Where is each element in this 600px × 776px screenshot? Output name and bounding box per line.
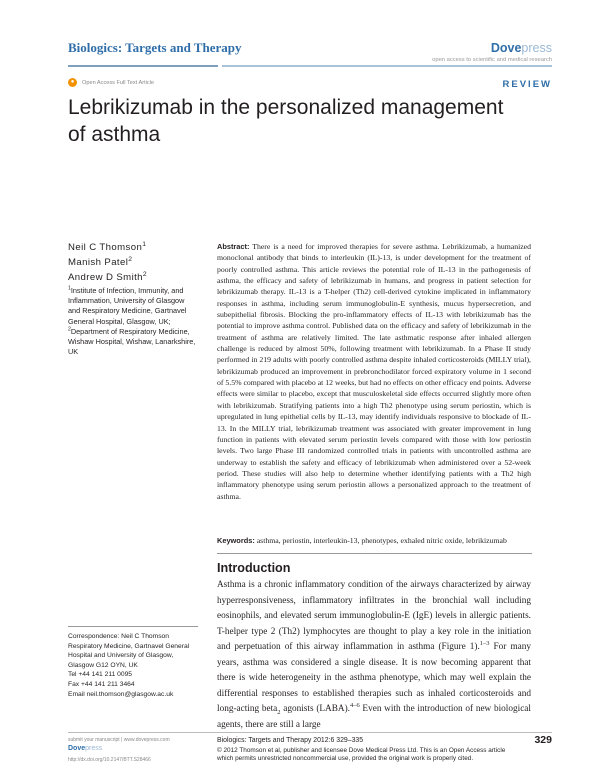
header-rule-left xyxy=(68,65,218,67)
intro-rule xyxy=(217,553,532,554)
abstract-text: There is a need for improved therapies for severe asthma. Lebrikizumab, a humanized monoclonal antibody that binds to interleukin (IL)-13, is under development for the treatment of poorly controlled asthma. This article reviews the potential role of IL-13 in the pathogenesis of asthma, the efficacy and safety of lebrikizumab in humans, and progress in patient selection for lebrikizumab therapy. IL-13 is a T-helper (Th2) cell-derived cytokine implicated in inflammatory responses in asthma, including serum immunoglobulin-E synthesis, mucus hypersecretion, and subepithelial fibrosis. Blocking the pro-inflammatory effects of IL-13 with lebrikizumab has the potential to improve asthma control. Published data on the efficacy and safety of lebrikizumab in the treatment of asthma are relatively limited. The late asthmatic response after inhaled allergen challenge is reduced by almost 50%, following treatment with lebrikizumab. In a Phase II study performed in 219 adults with poorly controlled asthma despite inhaled corticosteroids (MILLY trial), lebrikizumab produced an improvement in prebronchodilator forced expiratory volume in 1 second of 5.5% compared with placebo at 12 weeks, but had no effects on other efficacy end points. Adverse effects were similar to placebo, except that musculoskeletal side effects occurred slightly more often with lebrikizumab. Stratifying patients into a high Th2 phenotype using serum periostin, which is upregulated in lung epithelial cells by IL-13, may identify individuals responsive to blockade of IL-13. In the MILLY trial, lebrikizumab treatment was associated with greater improvement in lung function in patients with elevated serum periostin levels compared with those with low periostin levels. Two large Phase III randomized controlled trials in patients with uncontrolled asthma are underway to establish the safety and efficacy of lebrikizumab when administered over a 52-week period. These studies will also help to determine whether identifying patients with a Th2 high inflammatory phenotype using serum periostin allows a personalized approach to the treatment of asthma. xyxy=(217,242,531,501)
citation-ref[interactable]: 4–6 xyxy=(349,702,360,710)
tagline: open access to scientific and medical research xyxy=(432,57,552,63)
author: Neil C Thomson$^1$ xyxy=(68,240,147,253)
copyright: © 2012 Thomson et al, publisher and licensee Dove Medical Press Ltd. This is an Open Access article which permits unrestricted noncommercial use, provided the original work is properly cited. xyxy=(217,747,506,763)
keywords-label: Keywords: xyxy=(217,536,255,545)
journal-name: Biologics: Targets and Therapy xyxy=(68,40,242,55)
section-heading: Introduction xyxy=(217,561,291,575)
correspondence-rule xyxy=(68,626,198,627)
correspondence-line: Correspondence: Neil C Thomson xyxy=(68,633,169,640)
open-access-label xyxy=(68,78,154,87)
correspondence-line: Glasgow G12 OYN, UK xyxy=(68,661,138,669)
dovepress-logo xyxy=(491,41,552,55)
citation: Biologics: Targets and Therapy 2012:6 329–335 xyxy=(217,737,364,744)
abstract xyxy=(217,241,531,502)
page-number: 329 xyxy=(534,734,552,746)
correspondence-line: Respiratory Medicine, Gartnavel General Hospital and University of Glasgow, xyxy=(68,642,190,660)
correspondence xyxy=(68,632,198,699)
affiliation-2: Department of Respiratory Medicine, Wishaw Hospital, Wishaw, Lanarkshire, UK xyxy=(68,326,196,357)
affiliations: $^1$Institute of Infection, Immunity, and Inflammation, University of Glasgow and Respiratory Medicine, Gartnavel General Hospital, Glasgow, UK; $^2$Department of Respiratory Medicine, Wishaw Hospital, Wishaw, Lanarkshire, UK xyxy=(68,285,196,357)
abstract-label: Abstract: xyxy=(217,242,250,251)
author: Andrew D Smith$^2$ xyxy=(68,270,148,283)
logo-light: press xyxy=(521,41,552,55)
correspondence-line: Tel +44 141 211 0095 xyxy=(68,671,133,679)
logo-bold: Dove xyxy=(490,41,522,55)
author: Manish Patel$^2$ xyxy=(68,255,133,268)
open-access-icon: ● xyxy=(68,78,77,87)
article-type: REVIEW xyxy=(502,79,552,90)
author-list xyxy=(68,240,218,285)
keywords xyxy=(217,535,531,546)
doi-link[interactable]: http://dx.doi.org/10.2147/BTT.S28466 xyxy=(68,757,151,763)
open-access-text: Open Access Full Text Article xyxy=(82,79,155,86)
article-title: Lebrikizumab in the personalized management of asthma xyxy=(68,96,504,146)
citation-ref[interactable]: 1–3 xyxy=(479,640,490,648)
footer-logo: Dovepress xyxy=(68,745,103,752)
submit-link[interactable]: submit your manuscript | www.dovepress.com xyxy=(68,737,170,743)
keywords-text: asthma, periostin, interleukin-13, phenotypes, exhaled nitric oxide, lebrikizumab xyxy=(256,536,507,545)
intro-paragraph: Asthma is a chronic inflammatory condition of the airways characterized by airway hyperresponsiveness, inflammatory infiltrates in the bronchial wall including eosinophils, and elevated serum immunoglobulin-E (IgE) levels in allergic patients. T-helper type 2 (Th2) lymphocytes are thought to play a key role in the initiation and perpetuation of this airway inflammation in asthma (Figure 1).$^{1-3}$ For many years, asthma was considered a single disease. It is now becoming apparent that there is wide heterogeneity in the asthma phenotype, which may well explain the differential responses to established therapies such as inhaled corticosteroids and long-acting beta$_2$ agonists (LABA).$^{4-6}$ Even with the introduction of new biological agents, there are still a large xyxy=(217,580,531,730)
affiliation-1: Institute of Infection, Immunity, and Inflammation, University of Glasgow and Respiratory Medicine, Gartnavel General Hospital, Glasgow, UK; xyxy=(68,286,187,326)
header-rule-right xyxy=(222,65,552,67)
correspondence-line: Fax +44 141 211 3464 xyxy=(68,680,135,688)
footer-rule xyxy=(68,732,552,733)
correspondence-email[interactable]: Email neil.thomson@glasgow.ac.uk xyxy=(68,690,174,698)
